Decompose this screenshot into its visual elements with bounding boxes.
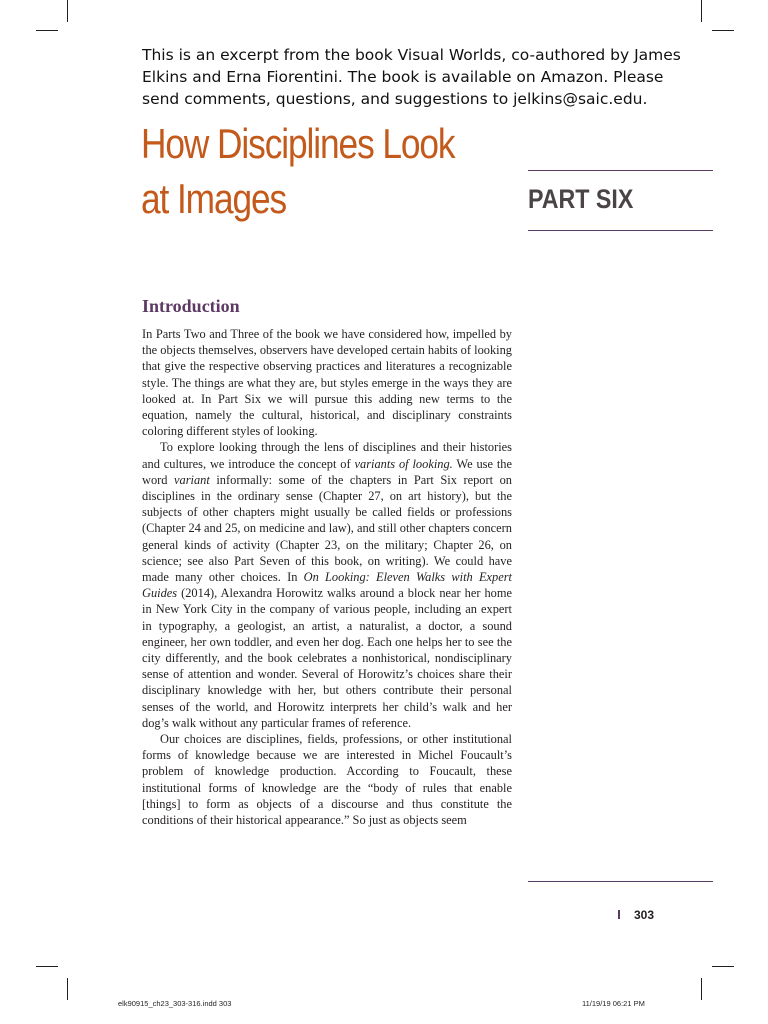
- paragraph-2-text-c: informally: some of the chapters in Part Six report on disciplines in the ordinary sense (Chapter 27, on art history), but the subjects of other chapters might usually be called fields or professions (Chapter 24 and 25, on medicine and law), and still other chapters concern general kinds of activity (Chapter 23, on the military; Chapter 26, on science; see also Part Seven of this book, on writing). We could have made many other choices. In: [142, 472, 512, 585]
- excerpt-note: This is an excerpt from the book Visual Worlds, co-authored by James Elkins and Erna Fiorentini. The book is available on Amazon. Please send comments, questions, and suggestions to jelkins@saic.edu.: [142, 46, 681, 108]
- crop-mark-bottom-right-h: [712, 966, 734, 967]
- paragraph-3: Our choices are disciplines, fields, professions, or other institutional forms of knowledge because we are interested in Michel Foucault’s problem of knowledge production. According to Foucault, these institutional forms of knowledge are the “body of rules that enable [things] to form as objects of a discourse and thus constitute the conditions of their historical appearance.” So just as objects seem: [142, 732, 512, 828]
- section-heading: Introduction: [142, 296, 240, 316]
- part-rule-bottom: [528, 230, 713, 231]
- chapter-title-line-2: at Images: [141, 175, 287, 222]
- crop-mark-bottom-right: [701, 978, 702, 1000]
- part-rule-top: [528, 170, 713, 171]
- paragraph-1: In Parts Two and Three of the book we have considered how, impelled by the objects themselves, observers have developed certain habits of looking that give the respective observing practices and literatures a recognizable style. The things are what they are, but styles emerge in the ways they are looked at. In Part Six we will pursue this adding new terms to the equation, namely the cultural, historical, and disciplinary constraints coloring different styles of looking.: [142, 327, 512, 439]
- slug-file: elk90915_ch23_303-316.indd 303: [118, 999, 232, 1008]
- folio-bar: [618, 910, 620, 919]
- crop-mark-top-left: [67, 0, 68, 22]
- body-text: [142, 326, 512, 828]
- chapter-title: [141, 116, 460, 226]
- chapter-title-line-1: How Disciplines Look: [141, 120, 455, 167]
- paragraph-2-text-d: (2014), Alexandra Horowitz walks around a block near her home in New York City in the company of various people, including an expert in typography, a geologist, an artist, a naturalist, a doctor, a sound engineer, her own toddler, and even her dog. Each one helps her to see the city differently, and the book celebrates a nonhistorical, nondisciplinary sense of attention and wonder. Several of Horowitz’s choices share their disciplinary knowledge with her, but others contribute their personal senses of the world, and Horowitz interprets her child’s walk and her dog’s walk without any particular frames of reference.: [142, 586, 512, 730]
- paragraph-2-emphasis-2: variant: [174, 472, 210, 487]
- crop-mark-bottom-left-h: [36, 966, 58, 967]
- page-number: 303: [634, 908, 655, 922]
- paragraph-2-text-b: We use the word: [142, 456, 512, 487]
- part-label: PART SIX: [528, 184, 634, 214]
- paragraph-2: [142, 439, 512, 731]
- paragraph-2-emphasis-1: variants of looking.: [354, 456, 453, 471]
- crop-mark-top-left-h: [36, 30, 58, 31]
- crop-mark-bottom-left: [67, 978, 68, 1000]
- crop-mark-top-right-h: [712, 30, 734, 31]
- slug-date: 11/19/19 06:21 PM: [582, 999, 645, 1008]
- footer-rule: [528, 881, 713, 882]
- paragraph-2-book-title: On Looking: Eleven Walks with Expert Guides: [142, 570, 512, 601]
- paragraph-2-text-a: To explore looking through the lens of disciplines and their histories and cultures, we introduce the concept of: [142, 440, 512, 471]
- crop-mark-top-right: [701, 0, 702, 22]
